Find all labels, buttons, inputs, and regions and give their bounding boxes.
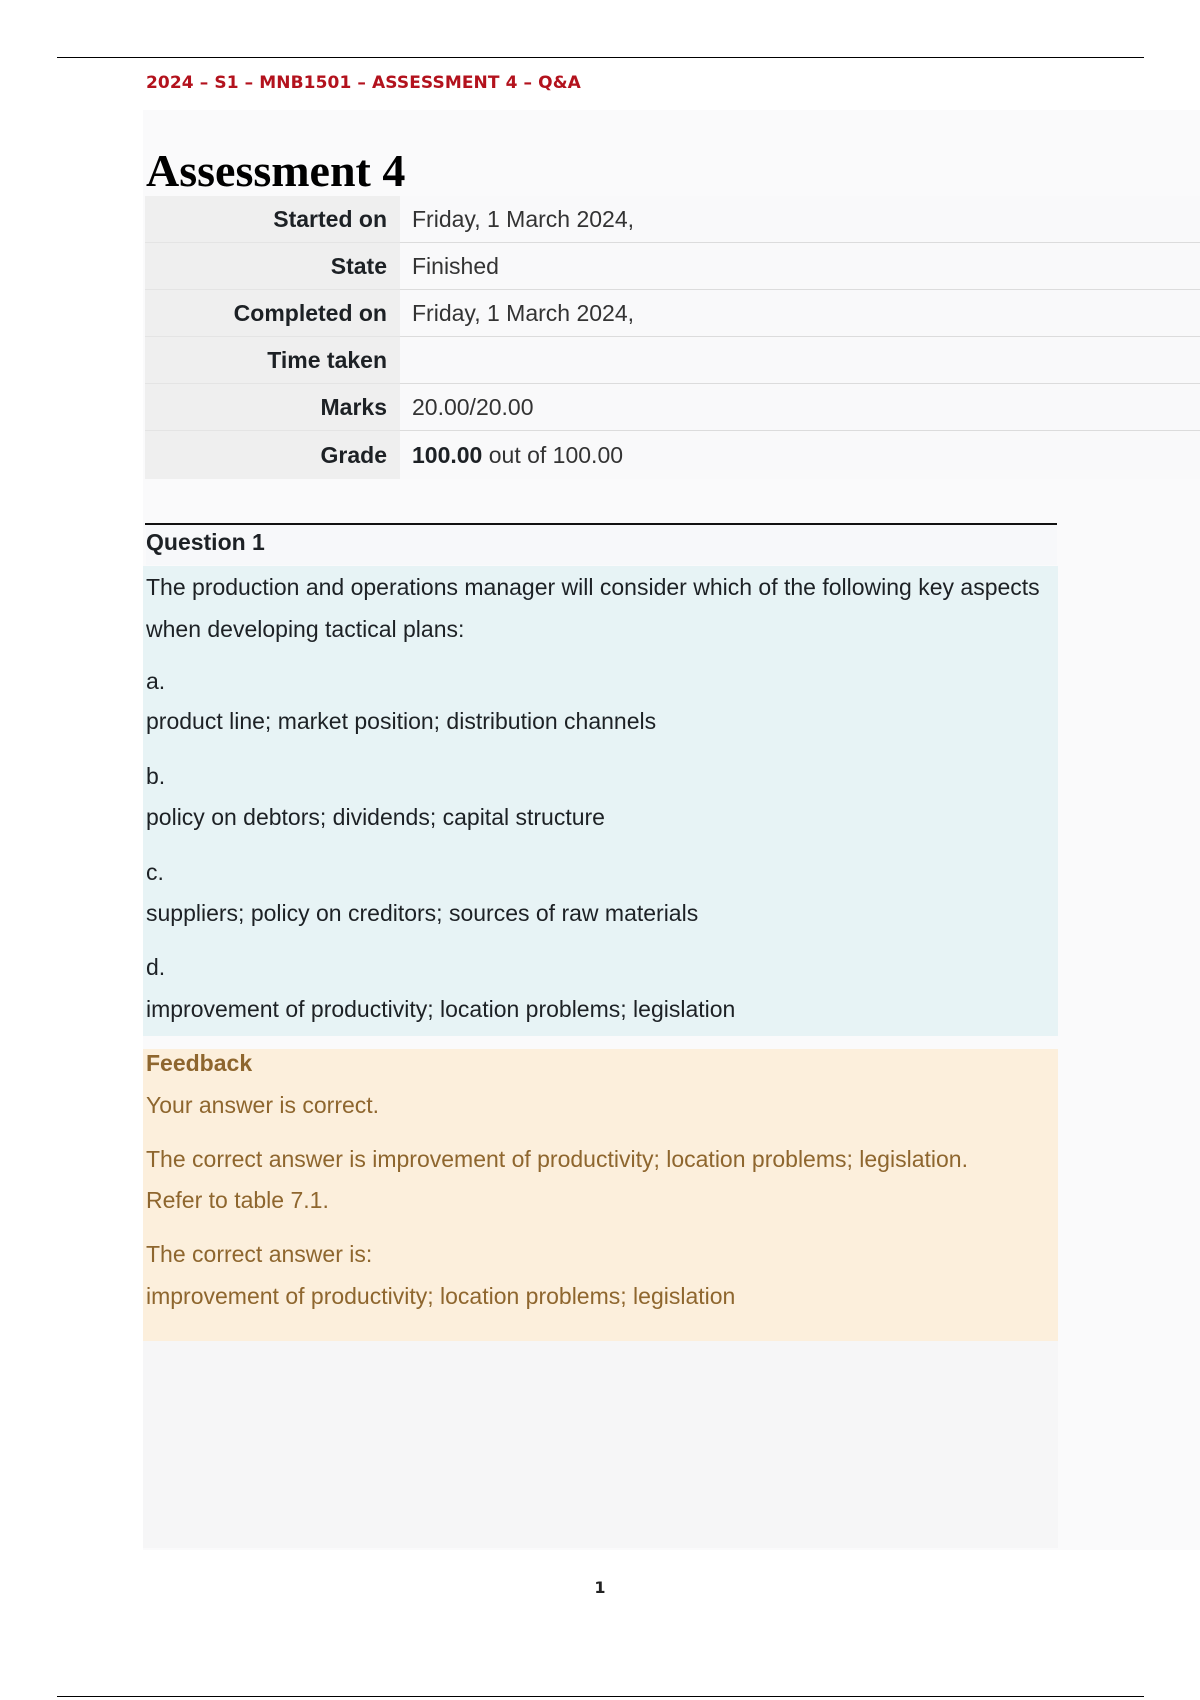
option-d-letter: d. <box>146 954 166 980</box>
summary-label: Completed on <box>145 290 400 337</box>
option-c-letter: c. <box>146 859 164 885</box>
summary-row <box>145 337 1200 384</box>
summary-label: Time taken <box>145 337 400 384</box>
summary-label: State <box>145 243 400 290</box>
summary-label: Started on <box>145 196 400 243</box>
summary-label: Marks <box>145 384 400 431</box>
feedback-reference: Refer to table 7.1. <box>146 1187 329 1213</box>
page-number: 1 <box>594 1578 606 1597</box>
option-c-text: suppliers; policy on creditors; sources of raw materials <box>146 900 699 926</box>
question-number: Question 1 <box>146 525 1057 565</box>
grade-value <box>400 431 1200 480</box>
feedback-explanation: The correct answer is improvement of productivity; location problems; legislation. <box>146 1146 968 1172</box>
summary-row <box>145 290 1200 337</box>
question-text: The production and operations manager will consider which of the following key aspects when developing tactical plans: <box>146 574 1040 642</box>
question-box <box>143 566 1058 1036</box>
correct-answer-label: The correct answer is: <box>146 1241 373 1267</box>
summary-row-grade <box>145 431 1200 480</box>
page-title: Assessment 4 <box>146 145 406 196</box>
correct-answer-text: improvement of productivity; location problems; legislation <box>146 1283 736 1309</box>
option-b-letter: b. <box>146 763 166 789</box>
grade-score: 100.00 <box>412 441 483 468</box>
attempt-summary-table <box>145 196 1200 479</box>
summary-row <box>145 384 1200 431</box>
grade-out-of: out of 100.00 <box>482 441 624 468</box>
summary-value: Finished <box>400 243 1200 290</box>
feedback-result: Your answer is correct. <box>146 1092 380 1118</box>
summary-value: 20.00/20.00 <box>400 384 1200 431</box>
summary-value: Friday, 1 March 2024, <box>400 290 1200 337</box>
summary-value <box>400 337 1200 384</box>
option-a-letter: a. <box>146 668 166 694</box>
option-d-text: improvement of productivity; location problems; legislation <box>146 996 736 1022</box>
feedback-title: Feedback <box>146 1050 253 1076</box>
summary-value: Friday, 1 March 2024, <box>400 196 1200 243</box>
summary-row <box>145 243 1200 290</box>
option-a-text: product line; market position; distribution channels <box>146 708 657 734</box>
header-rule <box>57 57 1144 58</box>
document-header: 2024 – S1 – MNB1501 – ASSESSMENT 4 – Q&A <box>146 73 581 93</box>
grade-label: Grade <box>145 431 400 480</box>
feedback-box <box>143 1049 1058 1341</box>
blank-area <box>143 1341 1058 1548</box>
footer-rule <box>57 1696 1144 1697</box>
summary-row <box>145 196 1200 243</box>
option-b-text: policy on debtors; dividends; capital structure <box>146 804 605 830</box>
